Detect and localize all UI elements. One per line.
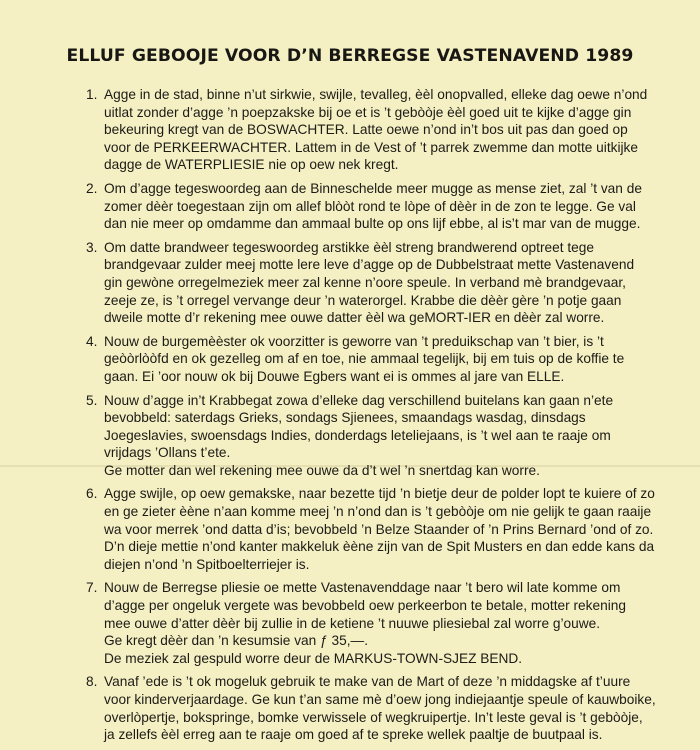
list-item	[86, 86, 656, 174]
page-title: ELLUF GEBOOJE VOOR D’N BERREGSE VASTENAVEND 1989	[66, 46, 634, 66]
item-text: Nouw de Berregse pliesie oe mette Vastenavenddage naar ’t bero wil late komme om d’agge per ongeluk vergete was bevobbeld oew perkeerbon te betale, motter rekening mee ouwe d’atter dèèr bij zullie in de ketiene ’t nuuwe pliesiebal zal worre g’ouwe.	[104, 580, 626, 631]
item-text: Nouw d’agge in’t Krabbegat zowa d’elleke dag verschillend buitelans kan gaan n’ete bevobbeld: saterdags Grieks, sondags Sjienees, smaandags wasdag, dinsdags Joegeslavies, swoensdags Indies, donderdags leteliejaans, is ’t wel aan te raaje om vrijdags ’Ollans t’ete.	[104, 392, 614, 461]
item-number: 4.	[86, 333, 98, 349]
item-text: Nouw de burgemèèster ok voorzitter is geworre van ’t preduikschap van ’t bier, is ’t geòòrlòòfd en ok gezelleg om af en toe, nie ammaal tegelijk, bij em tuis op de koffie te gaan. Ei ’oor nouw ok bij Douwe Egbers want ei is ommes al jare van ELLE.	[104, 333, 625, 384]
list-item	[86, 392, 656, 480]
item-number: 1.	[86, 87, 98, 102]
list-item	[86, 239, 656, 327]
item-text: Ge motter dan wel rekening mee ouwe da d’t wel ’n snertdag kan worre.	[104, 462, 540, 478]
item-text: De meziek zal gespuld worre deur de MARKUS-TOWN-SJEZ BEND.	[104, 650, 523, 666]
item-number: 3.	[86, 239, 98, 255]
item-text: Agge in de stad, binne n’ut sirkwie, swijle, tevalleg, èèl onopvalled, elleke dag oewe n’ond uitlat zonder d’agge ’n poepzakske bij oe et is ’t gebòòje èèl goed uit te kijke d’agge gin bekeuring kregt van de BOSWACHTER. Latte oewe n’ond in’t bos uit pas dan goed op voor de PERKEERWACHTER. Lattem in de Vest of ’t parrek zwemme dan motte uitkijke dagge de WATERPLIESIE nie op oew nek kregt.	[104, 87, 648, 173]
item-number: 5.	[86, 392, 98, 408]
item-number: 7.	[86, 580, 98, 596]
item-text: Om d’agge tegeswoordeg aan de Binneschelde meer mugge as mense ziet, zal ’t van de zomer dèèr toegestaan zijn om allef blòòt rond te lòpe of dèèr in de zon te legge. Ge val dan nie meer op omdamme dan ammaal bulte op ons lijf ebbe, al is’t mar van de mugge.	[104, 180, 642, 232]
item-text: Ge kregt dèèr dan ’n kesumsie van ƒ 35,—.	[104, 633, 369, 649]
item-text: Vanaf ’ede is ’t ok mogeluk gebruik te make van de Mart of deze ’n middagske af t’uure voor kinderverjaardage. Ge kun t’an same mè d’oew jong indiejaantje speule of kauwboike, overlòpertje, bokspringe, bomke verwissele of wegkruipertje. In’t leste geval is ’t gebòòje, ja zellefs èèl erreg aan te raaje om goed af te spreke wellek paaltje de buutpaal is.	[104, 674, 656, 743]
item-number: 8.	[86, 674, 98, 690]
item-text: D’n dieje mettie n’ond kanter makkeluk èène zijn van de Spit Musters en dan edde kans da diejen n’ond ’n Spitboelterriejer is.	[104, 539, 655, 572]
item-text: Agge swijle, op oew gemakske, naar bezette tijd ’n bietje deur de polder lopt te kuiere of zo en ge zieter èène n’aan komme meej ’n n’ond dan is ’t gebòòje om nie gelijk te gaan raaije wa voor merrek ’ond datta d’is; bevobbeld ’n Belze Staander of ’n Prins Bernard ’ond of zo.	[104, 486, 655, 537]
rules-list	[86, 86, 656, 750]
item-number: 6.	[86, 486, 98, 502]
item-number: 2.	[86, 180, 98, 196]
list-item	[86, 673, 656, 743]
list-item	[86, 333, 656, 386]
item-text: Om datte brandweer tegeswoordeg arstikke èèl streng brandwerend optreet tege brandgevaar zulder meej motte lere leve d’agge op de Dubbelstraat mette Vastenavend gin gewòne orregelmeziek meer zal kenne n’oore speule. In verband mè brandgevaar, zeeje ze, is ’t orregel vervange deur ’n waterorgel. Krabbe die dèèr gère ’n potje gaan dweile motte d’r rekening mee ouwe datter èèl wa geMORT-IER en dèèr zal worre.	[104, 239, 635, 326]
list-item	[86, 485, 656, 573]
list-item	[86, 180, 656, 233]
list-item	[86, 579, 656, 667]
